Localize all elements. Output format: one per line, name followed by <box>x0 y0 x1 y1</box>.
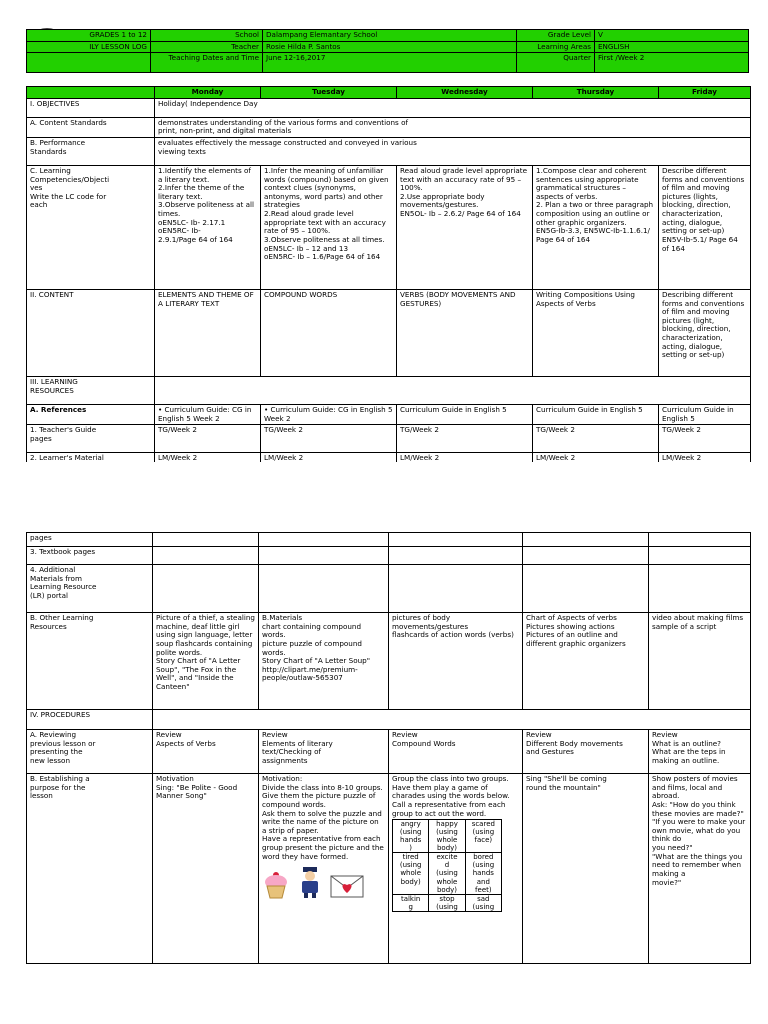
competencies-monday: 1.Identify the elements of a literary text. 2.Infer the theme of the literary text. 3.Observe politeness at all times. oEN5LC- Ib- 2.17.1 oEN5RC- Ib- 2.9.1/Page 64 of 164 <box>155 165 261 289</box>
charades-cell: scared (using face) <box>465 820 501 853</box>
competencies-label: C. Learning Competencies/Objecti ves Write the LC code for each <box>27 165 155 289</box>
learning-resources-label: III. LEARNING RESOURCES <box>27 376 155 404</box>
other-resources-tuesday: B.Materials chart containing compound words. picture puzzle of compound words. Story Chart of "A Letter Soup" http://clipart.me/premium-people/outlaw-565307 <box>259 613 389 710</box>
day-header-tuesday: Tuesday <box>261 87 397 99</box>
objectives-label: I. OBJECTIVES <box>27 98 155 117</box>
day-header-wednesday: Wednesday <box>397 87 533 99</box>
charades-cell: sad (using <box>465 894 501 911</box>
charades-cell: angry (using hands ) <box>393 820 429 853</box>
charades-table <box>392 819 502 912</box>
content-standards-text: demonstrates understanding of the various forms and conventions of print, non-print, and digital materials <box>155 117 751 137</box>
motivation-pictures <box>262 865 385 899</box>
reviewing-wednesday: Review Compound Words <box>389 730 523 774</box>
references-tuesday: • Curriculum Guide: CG in English 5 Week 2 <box>261 404 397 424</box>
other-resources-label: B. Other Learning Resources <box>27 613 153 710</box>
school-value: Dalampang Elemantary School <box>263 30 517 42</box>
content-label: II. CONTENT <box>27 289 155 376</box>
references-friday: Curriculum Guide in English 5 <box>659 404 751 424</box>
establishing-friday: Show posters of movies and films, local and abroad. Ask: "How do you think these movies are made?" "If you were to make your own movie, what do you think do you need?" "What are the things you need to remember when making a movie?" <box>649 774 751 964</box>
reviewing-tuesday: Review Elements of literary text/Checking of assignments <box>259 730 389 774</box>
performance-standards-label: B. Performance Standards <box>27 137 155 165</box>
cupcake-icon <box>262 869 290 899</box>
teaching-dates-label: Teaching Dates and Time <box>151 53 263 73</box>
day-header-friday: Friday <box>659 87 751 99</box>
other-resources-monday: Picture of a thief, a stealing machine, deaf little girl using sign language, letter soup flashcards containing polite words. Story Chart of "A Letter Soup", "The Fox in the Well", and "Inside the Canteen" <box>153 613 259 710</box>
other-resources-wednesday: pictures of body movements/gestures flashcards of action words (verbs) <box>389 613 523 710</box>
header-title-line2: ILY LESSON LOG <box>27 41 151 53</box>
teachers-guide-label: 1. Teacher's Guide pages <box>27 425 155 453</box>
establishing-wednesday-text: Group the class into two groups. Have them play a game of charades using the words below. Call a representative from each group to act out the word. <box>392 774 510 818</box>
content-wednesday: VERBS (BODY MOVEMENTS AND GESTURES) <box>397 289 533 376</box>
reviewing-friday: Review What is an outline? What are the teps in making an outline. <box>649 730 751 774</box>
header-table <box>26 29 749 73</box>
content-monday: ELEMENTS AND THEME OF A LITERARY TEXT <box>155 289 261 376</box>
competencies-tuesday: 1.Infer the meaning of unfamiliar words (compound) based on given context clues (synonyms, antonyms, word parts) and other strategies 2.Read aloud grade level appropriate text with an accuracy rate of 95 – 100%. 3.Observe politeness at all times. oEN5LC- Ib – 12 and 13 oEN5RC- Ib – 1.6/Page 64 of 164 <box>261 165 397 289</box>
textbook-pages-label: 3. Textbook pages <box>27 547 153 565</box>
objectives-text: Holiday( Independence Day <box>155 98 751 117</box>
charades-cell: bored (using hands and feet) <box>465 853 501 894</box>
learners-material-monday: LM/Week 2 <box>155 453 261 467</box>
teaching-dates-value: June 12-16,2017 <box>263 53 517 73</box>
pages-label: pages <box>27 533 153 547</box>
reviewing-monday: Review Aspects of Verbs <box>153 730 259 774</box>
teacher-label: Teacher <box>151 41 263 53</box>
quarter-label: Quarter <box>517 53 595 73</box>
content-thursday: Writing Compositions Using Aspects of Verbs <box>533 289 659 376</box>
learners-material-thursday: LM/Week 2 <box>533 453 659 467</box>
learning-area-value: ENGLISH <box>595 41 749 53</box>
other-resources-thursday: Chart of Aspects of verbs Pictures showing actions Pictures of an outline and different graphic organizers <box>523 613 649 710</box>
references-label: A. References <box>27 404 155 424</box>
procedures-label: IV. PROCEDURES <box>27 710 153 730</box>
learners-material-label: 2. Learner's Material <box>27 453 155 467</box>
lesson-table-page1 <box>26 86 751 467</box>
page-break <box>0 462 768 530</box>
content-standards-label: A. Content Standards <box>27 117 155 137</box>
teachers-guide-friday: TG/Week 2 <box>659 425 751 453</box>
reviewing-label: A. Reviewing previous lesson or presenting the new lesson <box>27 730 153 774</box>
lesson-table-page2 <box>26 532 751 964</box>
content-friday: Describing different forms and conventions of film and moving pictures (light, blocking, direction, characterization, acting, dialogue, setting or set-up) <box>659 289 751 376</box>
teachers-guide-monday: TG/Week 2 <box>155 425 261 453</box>
policeman-icon <box>296 865 324 899</box>
competencies-wednesday: Read aloud grade level appropriate text with an accuracy rate of 95 – 100%. 2.Use appropriate body movements/gestures. EN5OL- Ib – 2.6.2/ Page 64 of 164 <box>397 165 533 289</box>
teacher-value: Rosie Hilda P. Santos <box>263 41 517 53</box>
day-header-thursday: Thursday <box>533 87 659 99</box>
additional-materials-label: 4. Additional Materials from Learning Resource (LR) portal <box>27 565 153 613</box>
envelope-heart-icon <box>330 873 364 899</box>
performance-standards-text: evaluates effectively the message constructed and conveyed in various viewing texts <box>155 137 751 165</box>
competencies-friday: Describe different forms and conventions of film and moving pictures (lights, blocking, direction, characterization, acting, dialogue, setting or set-up) EN5V-Ib-5.1/ Page 64 of 164 <box>659 165 751 289</box>
establishing-thursday: Sing "She'll be coming round the mountain" <box>523 774 649 964</box>
school-label: School <box>151 30 263 42</box>
teachers-guide-thursday: TG/Week 2 <box>533 425 659 453</box>
quarter-value: First /Week 2 <box>595 53 749 73</box>
charades-cell: excite d (using whole body) <box>429 853 465 894</box>
charades-cell: tired (using whole body) <box>393 853 429 894</box>
grade-level-label: Grade Level <box>517 30 595 42</box>
teachers-guide-tuesday: TG/Week 2 <box>261 425 397 453</box>
establishing-tuesday <box>259 774 389 964</box>
establishing-wednesday <box>389 774 523 964</box>
references-wednesday: Curriculum Guide in English 5 <box>397 404 533 424</box>
establishing-tuesday-text: Motivation: Divide the class into 8-10 groups. Give them the picture puzzle of compound words. Ask them to solve the puzzle and write the name of the picture on a strip of paper. Have a representative from each group present the picture and the word they have formed. <box>262 774 384 861</box>
day-header-monday: Monday <box>155 87 261 99</box>
charades-cell: talkin g <box>393 894 429 911</box>
learning-area-label: Learning Areas <box>517 41 595 53</box>
learners-material-wednesday: LM/Week 2 <box>397 453 533 467</box>
content-tuesday: COMPOUND WORDS <box>261 289 397 376</box>
references-thursday: Curriculum Guide in English 5 <box>533 404 659 424</box>
reviewing-thursday: Review Different Body movements and Gestures <box>523 730 649 774</box>
competencies-thursday: 1.Compose clear and coherent sentences using appropriate grammatical structures – aspects of verbs. 2. Plan a two or three paragraph composition using an outline or other graphic organizers. EN5G-Ib-3.3, EN5WC-Ib-1.1.6.1/ Page 64 of 164 <box>533 165 659 289</box>
establishing-label: B. Establishing a purpose for the lesson <box>27 774 153 964</box>
grade-level-value: V <box>595 30 749 42</box>
learners-material-tuesday: LM/Week 2 <box>261 453 397 467</box>
other-resources-friday: video about making films sample of a script <box>649 613 751 710</box>
teachers-guide-wednesday: TG/Week 2 <box>397 425 533 453</box>
charades-cell: stop (using <box>429 894 465 911</box>
learners-material-friday: LM/Week 2 <box>659 453 751 467</box>
charades-cell: happy (using whole body) <box>429 820 465 853</box>
references-monday: • Curriculum Guide: CG in English 5 Week 2 <box>155 404 261 424</box>
header-title-line1: GRADES 1 to 12 <box>27 30 151 42</box>
establishing-monday: Motivation Sing: "Be Polite - Good Manner Song" <box>153 774 259 964</box>
